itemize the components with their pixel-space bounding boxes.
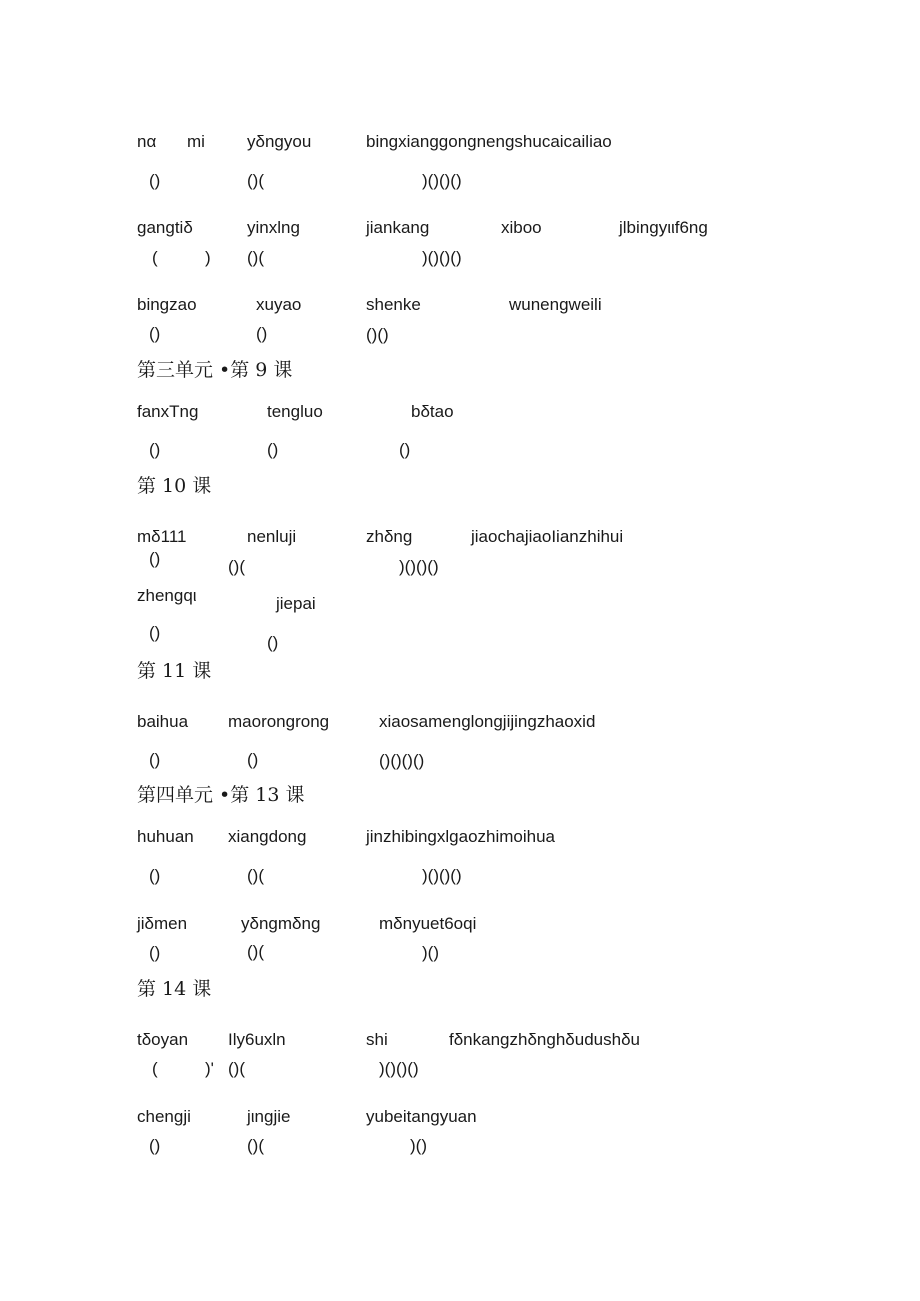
pinyin-word: bingzao [137, 295, 197, 314]
answer-bracket: () [247, 750, 259, 769]
pinyin-word: jiepai [276, 594, 316, 613]
pinyin-word: shi [366, 1030, 388, 1049]
answer-bracket: )() [410, 1136, 427, 1155]
pinyin-word: jiankang [366, 218, 430, 237]
pinyin-word: zhengqι [137, 586, 197, 605]
answer-bracket: () [256, 324, 268, 343]
answer-bracket: )()()() [422, 171, 462, 190]
answer-bracket: )()()() [422, 248, 462, 267]
pinyin-word: jinzhibingxlgaozhimoihua [366, 827, 556, 846]
answer-bracket: ()( [228, 557, 245, 576]
answer-bracket: ()( [228, 1059, 245, 1078]
answer-bracket: ) [205, 248, 211, 267]
answer-bracket: () [149, 623, 161, 642]
answer-bracket: ( [152, 248, 158, 267]
pinyin-word: jιngjie [247, 1107, 291, 1126]
pinyin-word: baihua [137, 712, 189, 731]
pinyin-word: tengluo [267, 402, 323, 421]
lesson-heading: 第 11 课 [137, 660, 212, 682]
answer-bracket: ()( [247, 171, 264, 190]
pinyin-word: xiangdong [228, 827, 307, 846]
pinyin-word: mδ111 [137, 527, 187, 546]
pinyin-word: bδtao [411, 402, 454, 421]
answer-bracket: )()()() [399, 557, 439, 576]
answer-bracket: ()( [247, 866, 264, 885]
answer-bracket: )()()() [379, 1059, 419, 1078]
lesson-heading: 第 14 课 [137, 978, 212, 1000]
pinyin-word: bingxianggongnengshucaicailiao [366, 132, 612, 151]
pinyin-word: fanxTng [137, 402, 199, 421]
pinyin-word: zhδng [366, 527, 413, 546]
pinyin-word: wunengweili [509, 295, 602, 314]
answer-bracket: ()( [247, 942, 264, 961]
pinyin-word: maorongrong [228, 712, 330, 731]
answer-bracket: )' [205, 1059, 214, 1078]
lesson-heading: 第四单元 •第 13 课 [137, 784, 305, 806]
answer-bracket: () [267, 440, 279, 459]
answer-bracket: () [399, 440, 411, 459]
answer-bracket: () [267, 633, 279, 652]
pinyin-word: fδnkangzhδnghδudushδu [449, 1030, 640, 1049]
pinyin-word: jiaochajiaoIianzhihui [471, 527, 624, 546]
pinyin-word: yinxlng [247, 218, 300, 237]
pinyin-word: Ily6uxln [228, 1030, 286, 1049]
answer-bracket: () [149, 440, 161, 459]
pinyin-word: xuyao [256, 295, 302, 314]
lesson-heading: 第 10 课 [137, 475, 212, 497]
pinyin-word: chengji [137, 1107, 191, 1126]
pinyin-word: tδoyan [137, 1030, 189, 1049]
pinyin-word: xiaosamenglongjijingzhaoxid [379, 712, 596, 731]
pinyin-word: xiboo [501, 218, 542, 237]
lesson-heading: 第三单元 •第 9 课 [137, 359, 293, 381]
answer-bracket: () [149, 943, 161, 962]
pinyin-word: jlbingyιιf6ng [619, 218, 708, 237]
pinyin-word: yδngyou [247, 132, 312, 151]
answer-bracket: ( [152, 1059, 158, 1078]
answer-bracket: ()( [247, 248, 264, 267]
answer-bracket: ()( [247, 1136, 264, 1155]
answer-bracket: () [149, 324, 161, 343]
pinyin-word: shenke [366, 295, 421, 314]
pinyin-word: mi [187, 132, 205, 151]
pinyin-word: mδnyuet6oqi [379, 914, 477, 933]
pinyin-word: huhuan [137, 827, 194, 846]
pinyin-word: yubeitangyuan [366, 1107, 477, 1126]
answer-bracket: () [149, 171, 161, 190]
pinyin-word: nα [137, 132, 157, 151]
pinyin-word: nenluji [247, 527, 297, 546]
answer-bracket: ()()()() [379, 751, 425, 770]
answer-bracket: () [149, 750, 161, 769]
answer-bracket: () [149, 549, 161, 568]
pinyin-word: jiδmen [137, 914, 188, 933]
answer-bracket: )() [422, 943, 439, 962]
pinyin-word: yδngmδng [241, 914, 321, 933]
answer-bracket: () [149, 866, 161, 885]
pinyin-word: gangtiδ [137, 218, 193, 237]
answer-bracket: () [149, 1136, 161, 1155]
answer-bracket: ()() [366, 325, 389, 344]
answer-bracket: )()()() [422, 866, 462, 885]
